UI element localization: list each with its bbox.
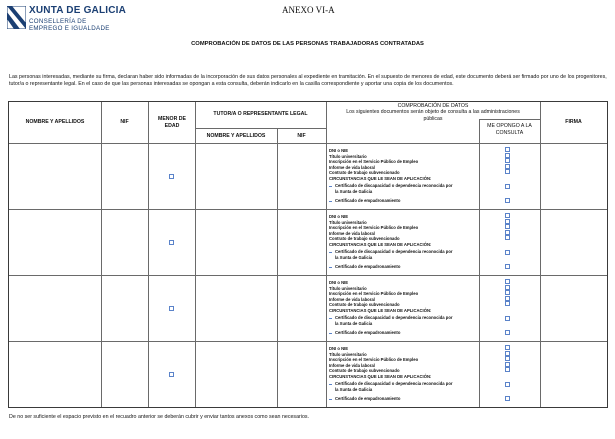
document-item-label: Contrato de trabajo subvencionado bbox=[329, 236, 400, 241]
document-item-label: DNI o NIE bbox=[329, 214, 349, 219]
indent-marker bbox=[329, 252, 332, 253]
document-item-label: CIRCUNSTANCIAS QUE LE SEAN DE APLICACIÓN: bbox=[329, 176, 432, 181]
document-item-label: DNI o NIE bbox=[329, 346, 349, 351]
indent-marker bbox=[329, 267, 332, 268]
oppose-checkbox[interactable] bbox=[505, 382, 510, 387]
annex-label: ANEXO VI-A bbox=[282, 5, 335, 15]
header-oppose: ME OPONGO A LA CONSULTA bbox=[487, 123, 532, 136]
document-item-label: DNI o NIE bbox=[329, 280, 349, 285]
oppose-checkbox[interactable] bbox=[505, 316, 510, 321]
indent-marker bbox=[329, 333, 332, 334]
document-item-label: Inscripción en el Servicio Público de Empleo bbox=[329, 159, 419, 164]
header-name: NOMBRE Y APELLIDOS bbox=[25, 119, 85, 125]
document-item-label: la Xunta de Galicia bbox=[335, 254, 373, 260]
document-item-label: la Xunta de Galicia bbox=[335, 386, 373, 392]
oppose-checkbox[interactable] bbox=[505, 184, 510, 189]
oppose-checkbox[interactable] bbox=[505, 153, 510, 158]
document-item-label: CIRCUNSTANCIAS QUE LE SEAN DE APLICACIÓN: bbox=[329, 308, 432, 313]
minor-checkbox[interactable] bbox=[169, 306, 174, 311]
header-sign: FIRMA bbox=[565, 119, 582, 125]
oppose-checkbox[interactable] bbox=[505, 219, 510, 224]
document-item-label: la Xunta de Galicia bbox=[335, 320, 373, 326]
document-item-label: Certificado de empadronamiento bbox=[335, 330, 401, 335]
header-check: COMPROBACIÓN DE DATOS bbox=[397, 103, 469, 109]
oppose-checkbox[interactable] bbox=[505, 250, 510, 255]
header-minor: MENOR DE EDAD bbox=[158, 116, 186, 129]
document-item-label: Inscripción en el Servicio Público de Empleo bbox=[329, 291, 419, 296]
header-check-desc: Los siguientes documentos serán objeto de consulta a las administraciones públicas bbox=[346, 109, 520, 122]
oppose-checkbox[interactable] bbox=[505, 264, 510, 269]
document-item-label: Certificado de empadronamiento bbox=[335, 264, 401, 269]
document-item-label: CIRCUNSTANCIAS QUE LE SEAN DE APLICACIÓN: bbox=[329, 374, 432, 379]
document-item-label: Informe de vida laboral bbox=[329, 296, 375, 302]
document-item-label: Certificado de empadronamiento bbox=[335, 396, 401, 401]
org-name: XUNTA DE GALICIA bbox=[29, 5, 127, 16]
department-name: CONSELLERÍA DE EMPREGO E IGUALDADE bbox=[29, 18, 110, 33]
oppose-checkbox[interactable] bbox=[505, 396, 510, 401]
oppose-checkbox[interactable] bbox=[505, 351, 510, 356]
header-tutor-nif: NIF bbox=[297, 133, 306, 139]
header-tutor-name: NOMBRE Y APELLIDOS bbox=[206, 133, 266, 139]
oppose-checkbox[interactable] bbox=[505, 301, 510, 306]
document-item-label: Título universitario bbox=[329, 153, 367, 159]
minor-checkbox[interactable] bbox=[169, 240, 174, 245]
indent-marker bbox=[329, 201, 332, 202]
oppose-checkbox[interactable] bbox=[505, 224, 510, 229]
document-item-label: la Xunta de Galicia bbox=[335, 188, 373, 194]
intro-paragraph: Las personas interesadas, mediante su firma, declaran haber sido informadas de la incorporación de sus datos personales al expediente en tramitación. En el supuesto de menores de edad, este documento deberá ser firmado por uno de los progenitores, tutor/a o representante legal. En el caso de que las personas interesadas se opongan a esta consulta, deberán indicarlo en la casilla correspondiente y aportar una copia de los documentos. bbox=[9, 74, 607, 88]
document-item-label: Contrato de trabajo subvencionado bbox=[329, 170, 400, 175]
header-nif: NIF bbox=[120, 119, 129, 125]
minor-checkbox[interactable] bbox=[169, 174, 174, 179]
oppose-checkbox[interactable] bbox=[505, 235, 510, 240]
oppose-checkbox[interactable] bbox=[505, 367, 510, 372]
person-row bbox=[9, 210, 607, 275]
oppose-checkbox[interactable] bbox=[505, 213, 510, 218]
oppose-checkbox[interactable] bbox=[505, 198, 510, 203]
document-item-label: Certificado de discapacidad o dependencia reconocida por bbox=[335, 249, 453, 254]
oppose-checkbox[interactable] bbox=[505, 296, 510, 301]
document-item-label: DNI o NIE bbox=[329, 148, 349, 153]
footer-note: De no ser suficiente el espacio previsto en el recuadro anterior se deberán cubrir y enviar tantos anexos como sean necesarios. bbox=[9, 414, 310, 420]
data-table bbox=[8, 101, 608, 408]
document-title: COMPROBACIÓN DE DATOS DE LAS PERSONAS TRABAJADORAS CONTRATADAS bbox=[191, 41, 424, 47]
document-item-label: Título universitario bbox=[329, 219, 367, 225]
indent-marker bbox=[329, 318, 332, 319]
document-item-label: Inscripción en el Servicio Público de Empleo bbox=[329, 357, 419, 362]
document-item-label: Certificado de discapacidad o dependencia reconocida por bbox=[335, 381, 453, 386]
document-item-label: CIRCUNSTANCIAS QUE LE SEAN DE APLICACIÓN: bbox=[329, 242, 432, 247]
oppose-checkbox[interactable] bbox=[505, 290, 510, 295]
document-item-label: Título universitario bbox=[329, 285, 367, 291]
person-row bbox=[9, 342, 607, 407]
document-item-label: Certificado de empadronamiento bbox=[335, 198, 401, 203]
oppose-checkbox[interactable] bbox=[505, 279, 510, 284]
document-item-label: Informe de vida laboral bbox=[329, 164, 375, 170]
document-item-label: Inscripción en el Servicio Público de Empleo bbox=[329, 225, 419, 230]
oppose-checkbox[interactable] bbox=[505, 158, 510, 163]
document-item-label: Título universitario bbox=[329, 351, 367, 357]
indent-marker bbox=[329, 399, 332, 400]
indent-marker bbox=[329, 186, 332, 187]
oppose-checkbox[interactable] bbox=[505, 362, 510, 367]
oppose-checkbox[interactable] bbox=[505, 147, 510, 152]
oppose-checkbox[interactable] bbox=[505, 330, 510, 335]
oppose-checkbox[interactable] bbox=[505, 164, 510, 169]
header-tutor: TUTOR/A O REPRESENTANTE LEGAL bbox=[213, 111, 308, 117]
xunta-flag-logo bbox=[7, 6, 26, 29]
person-row bbox=[9, 276, 607, 341]
document-item-label: Informe de vida laboral bbox=[329, 362, 375, 368]
person-row bbox=[9, 144, 607, 209]
oppose-checkbox[interactable] bbox=[505, 230, 510, 235]
indent-marker bbox=[329, 384, 332, 385]
document-item-label: Informe de vida laboral bbox=[329, 230, 375, 236]
document-item-label: Certificado de discapacidad o dependencia reconocida por bbox=[335, 183, 453, 188]
oppose-checkbox[interactable] bbox=[505, 285, 510, 290]
document-item-label: Contrato de trabajo subvencionado bbox=[329, 368, 400, 373]
oppose-checkbox[interactable] bbox=[505, 356, 510, 361]
document-item-label: Contrato de trabajo subvencionado bbox=[329, 302, 400, 307]
oppose-checkbox[interactable] bbox=[505, 345, 510, 350]
document-item-label: Certificado de discapacidad o dependencia reconocida por bbox=[335, 315, 453, 320]
minor-checkbox[interactable] bbox=[169, 372, 174, 377]
oppose-checkbox[interactable] bbox=[505, 169, 510, 174]
